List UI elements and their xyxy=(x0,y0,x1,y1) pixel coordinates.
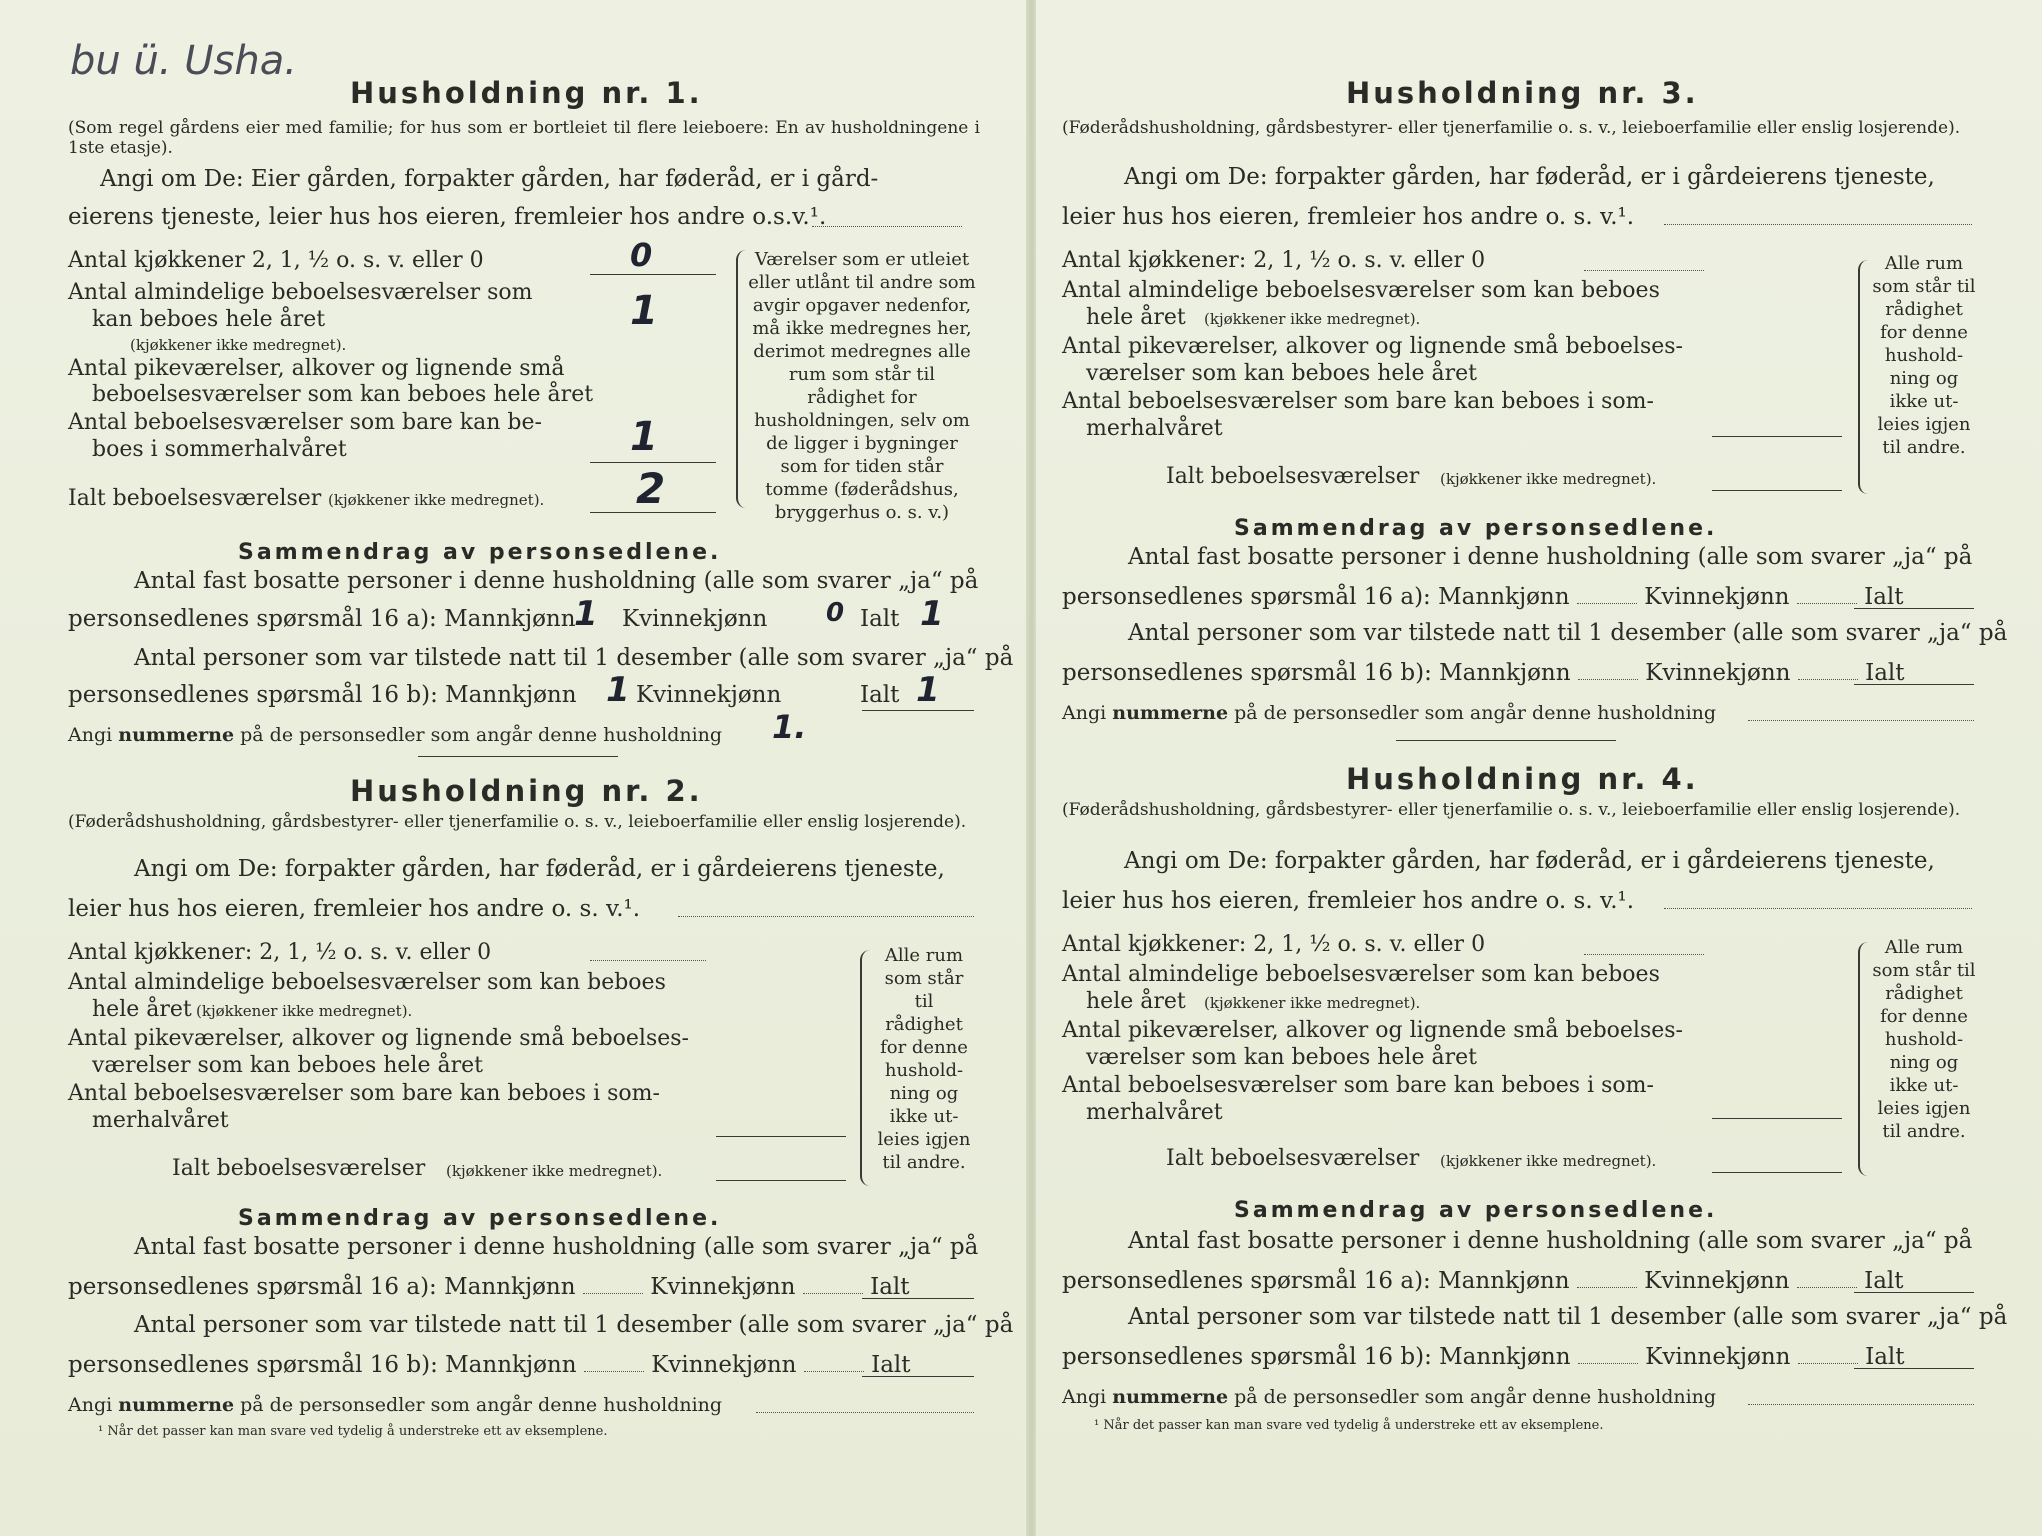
household-1-ordinary-label2: kan beboes hele året xyxy=(92,307,326,332)
household-2-ordinary-note: (kjøkkener ikke medregnet). xyxy=(196,1002,413,1020)
household-1-fast-line1: Antal fast bosatte personer i denne husholdning (alle som svarer „ja“ på xyxy=(134,568,979,594)
household-1-fast-male[interactable]: 1 xyxy=(574,594,598,634)
household-3-small-label1: Antal pikeværelser, alkover og lignende små beboelses- xyxy=(1062,334,1683,359)
household-1-nummer-value[interactable]: 1. xyxy=(772,708,807,746)
household-1-tilstede-male[interactable]: 1 xyxy=(606,670,630,710)
household-3-fast-line1: Antal fast bosatte personer i denne husholdning (alle som svarer „ja“ på xyxy=(1128,544,1973,570)
household-1-fast-total-label: Ialt xyxy=(860,606,900,632)
household-2-small-label1: Antal pikeværelser, alkover og lignende små beboelses- xyxy=(68,1026,689,1051)
household-2-small-label2: værelser som kan beboes hele året xyxy=(92,1053,483,1078)
household-4-kitchens-label: Antal kjøkkener: 2, 1, ½ o. s. v. eller 0 xyxy=(1062,932,1486,957)
household-2-total-label: Ialt beboelsesværelser xyxy=(172,1156,426,1181)
household-2-ordinary-label2: hele året xyxy=(92,997,192,1022)
household-2-angi-line2: leier hus hos eieren, fremleier hos andre o. s. v.¹. xyxy=(68,896,641,922)
household-4-nummer-label: Angi nummerne på de personsedler som angår denne husholdning xyxy=(1062,1386,1717,1408)
household-1-fast-total[interactable]: 1 xyxy=(920,594,944,634)
household-2-total-note: (kjøkkener ikke medregnet). xyxy=(446,1162,663,1180)
household-2-tilstede-line2: personsedlenes spørsmål 16 b): Mannkjønn Kvinnekjønn Ialt xyxy=(68,1352,911,1378)
household-3-ordinary-label1: Antal almindelige beboelsesværelser som kan beboes xyxy=(1062,278,1660,303)
household-1-total-value[interactable]: 2 xyxy=(636,464,666,513)
right-footnote: ¹ Når det passer kan man svare ved tydelig å understreke ett av eksemplene. xyxy=(1094,1418,1604,1433)
household-1-total-label: Ialt beboelsesværelser xyxy=(68,486,322,511)
household-1-intro: (Som regel gårdens eier med familie; for hus som er bortleiet til flere leieboere: En av husholdningene i 1ste etasje). xyxy=(68,118,980,158)
household-1-summer-label1: Antal beboelsesværelser som bare kan be- xyxy=(68,410,542,435)
household-4-angi-line2: leier hus hos eieren, fremleier hos andre o. s. v.¹. xyxy=(1062,888,1635,914)
household-4-summary-heading: Sammendrag av personsedlene. xyxy=(1234,1198,1718,1223)
household-4-title: Husholdning nr. 4. xyxy=(1346,762,1699,796)
household-3-total-label: Ialt beboelsesværelser xyxy=(1166,464,1420,489)
household-1-summer-value[interactable]: 1 xyxy=(630,414,658,460)
household-1-ordinary-value[interactable]: 1 xyxy=(630,288,658,334)
household-4-total-note: (kjøkkener ikke medregnet). xyxy=(1440,1152,1657,1170)
household-3-angi-line1: Angi om De: forpakter gården, har føderåd, er i gårdeierens tjeneste, xyxy=(1124,164,1935,190)
household-2-intro: (Føderådshusholdning, gårdsbestyrer- eller tjenerfamilie o. s. v., leieboerfamilie eller enslig losjerende). xyxy=(68,812,967,832)
household-4-fast-line2: personsedlenes spørsmål 16 a): Mannkjønn Kvinnekjønn Ialt xyxy=(1062,1268,1904,1294)
household-3-intro: (Føderådshusholdning, gårdsbestyrer- eller tjenerfamilie o. s. v., leieboerfamilie eller enslig losjerende). xyxy=(1062,118,1961,138)
household-2-tilstede-line1: Antal personer som var tilstede natt til 1 desember (alle som svarer „ja“ på xyxy=(134,1312,1014,1338)
household-4-total-label: Ialt beboelsesværelser xyxy=(1166,1146,1420,1171)
household-4-intro: (Føderådshusholdning, gårdsbestyrer- eller tjenerfamilie o. s. v., leieboerfamilie eller enslig losjerende). xyxy=(1062,800,1961,820)
household-2-summer-label1: Antal beboelsesværelser som bare kan beboes i som- xyxy=(68,1081,660,1106)
household-1-angi-line2: eierens tjeneste, leier hus hos eieren, fremleier hos andre o.s.v.¹. xyxy=(68,204,827,230)
household-2-nummer-label: Angi nummerne på de personsedler som angår denne husholdning xyxy=(68,1394,723,1416)
household-3-nummer-label: Angi nummerne på de personsedler som angår denne husholdning xyxy=(1062,702,1717,724)
household-1-ordinary-note: (kjøkkener ikke medregnet). xyxy=(130,336,347,354)
household-1-kitchens-value[interactable]: 0 xyxy=(630,236,653,274)
household-1-title: Husholdning nr. 1. xyxy=(350,76,703,110)
household-3-small-label2: værelser som kan beboes hele året xyxy=(1086,361,1477,386)
household-1-summary-heading: Sammendrag av personsedlene. xyxy=(238,540,722,565)
household-3-ordinary-note: (kjøkkener ikke medregnet). xyxy=(1204,310,1421,328)
household-1-small-label2: beboelsesværelser som kan beboes hele året xyxy=(92,382,594,407)
household-3-ordinary-label2: hele året xyxy=(1086,305,1186,330)
household-1-tilstede-total-label: Ialt xyxy=(860,682,900,708)
household-4-ordinary-label1: Antal almindelige beboelsesværelser som kan beboes xyxy=(1062,962,1660,987)
household-1-nummer-label: Angi nummerne på de personsedler som angår denne husholdning xyxy=(68,724,723,746)
household-1-angi-line1: Angi om De: Eier gården, forpakter gården, har føderåd, er i gård- xyxy=(100,166,879,192)
household-1-side-note: Værelser som er utleiet eller utlånt til andre som avgir opgaver nedenfor, må ikke medregnes her, derimot medregnes alle rum som står til rådighet for husholdningen, selv om de ligger i bygninger som for tiden står tomme (føderådshus, bryggerhus o. s. v.) xyxy=(748,249,976,523)
household-1-total-note: (kjøkkener ikke medregnet). xyxy=(328,491,545,509)
household-4-angi-line1: Angi om De: forpakter gården, har føderåd, er i gårdeierens tjeneste, xyxy=(1124,848,1935,874)
household-3-tilstede-line2: personsedlenes spørsmål 16 b): Mannkjønn Kvinnekjønn Ialt xyxy=(1062,660,1905,686)
household-4-side-note: Alle rum som står til rådighet for denne hushold-ning og ikke ut-leies igjen til andre. xyxy=(1872,937,1976,1142)
household-1-ordinary-label1: Antal almindelige beboelsesværelser som xyxy=(68,280,533,305)
household-1-tilstede-line1: Antal personer som var tilstede natt til 1 desember (alle som svarer „ja“ på xyxy=(134,645,1014,671)
household-2-side-note: Alle rum som står til rådighet for denne hushold-ning og ikke ut-leies igjen til andre. xyxy=(877,945,971,1173)
household-3-summary-heading: Sammendrag av personsedlene. xyxy=(1234,516,1718,541)
household-2-title: Husholdning nr. 2. xyxy=(350,774,703,808)
household-3-title: Husholdning nr. 3. xyxy=(1346,76,1699,110)
household-3-angi-line2: leier hus hos eieren, fremleier hos andre o. s. v.¹. xyxy=(1062,204,1635,230)
household-4-fast-line1: Antal fast bosatte personer i denne husholdning (alle som svarer „ja“ på xyxy=(1128,1228,1973,1254)
household-3-fast-line2: personsedlenes spørsmål 16 a): Mannkjønn Kvinnekjønn Ialt xyxy=(1062,584,1904,610)
household-3-summer-label1: Antal beboelsesværelser som bare kan beboes i som- xyxy=(1062,389,1654,414)
household-2-angi-line1: Angi om De: forpakter gården, har føderåd, er i gårdeierens tjeneste, xyxy=(134,856,945,882)
household-4-ordinary-label2: hele året xyxy=(1086,989,1186,1014)
household-3-kitchens-label: Antal kjøkkener: 2, 1, ½ o. s. v. eller 0 xyxy=(1062,248,1486,273)
household-3-side-note: Alle rum som står til rådighet for denne hushold-ning og ikke ut-leies igjen til andre. xyxy=(1872,253,1976,458)
household-2-summary-heading: Sammendrag av personsedlene. xyxy=(238,1206,722,1231)
household-2-ordinary-label1: Antal almindelige beboelsesværelser som kan beboes xyxy=(68,970,666,995)
household-4-small-label1: Antal pikeværelser, alkover og lignende små beboelses- xyxy=(1062,1018,1683,1043)
household-3-total-note: (kjøkkener ikke medregnet). xyxy=(1440,470,1657,488)
household-1-kitchens-label: Antal kjøkkener 2, 1, ½ o. s. v. eller 0 xyxy=(68,248,484,273)
household-2-fast-line2: personsedlenes spørsmål 16 a): Mannkjønn Kvinnekjønn Ialt xyxy=(68,1274,910,1300)
household-2-kitchens-label: Antal kjøkkener: 2, 1, ½ o. s. v. eller 0 xyxy=(68,940,492,965)
household-4-tilstede-line2: personsedlenes spørsmål 16 b): Mannkjønn Kvinnekjønn Ialt xyxy=(1062,1344,1905,1370)
household-1-fast-female[interactable]: 0 xyxy=(826,598,845,628)
household-1-small-label1: Antal pikeværelser, alkover og lignende små xyxy=(68,356,565,381)
household-2-summer-label2: merhalvåret xyxy=(92,1108,229,1133)
household-3-summer-label2: merhalvåret xyxy=(1086,416,1223,441)
margin-note: bu ü. Usha. xyxy=(70,38,297,84)
household-1-tilstede-female-label: Kvinnekjønn xyxy=(636,682,782,708)
household-1-fast-female-label: Kvinnekjønn xyxy=(622,606,768,632)
household-4-tilstede-line1: Antal personer som var tilstede natt til 1 desember (alle som svarer „ja“ på xyxy=(1128,1304,2008,1330)
household-4-summer-label1: Antal beboelsesværelser som bare kan beboes i som- xyxy=(1062,1073,1654,1098)
household-1-summer-label2: boes i sommerhalvåret xyxy=(92,437,347,462)
left-footnote: ¹ Når det passer kan man svare ved tydelig å understreke ett av eksemplene. xyxy=(98,1424,608,1439)
household-1-tilstede-line2-pre: personsedlenes spørsmål 16 b): Mannkjønn xyxy=(68,682,577,708)
household-4-ordinary-note: (kjøkkener ikke medregnet). xyxy=(1204,994,1421,1012)
household-2-fast-line1: Antal fast bosatte personer i denne husholdning (alle som svarer „ja“ på xyxy=(134,1234,979,1260)
household-3-tilstede-line1: Antal personer som var tilstede natt til 1 desember (alle som svarer „ja“ på xyxy=(1128,620,2008,646)
household-1-tilstede-total[interactable]: 1 xyxy=(916,670,940,710)
household-4-small-label2: værelser som kan beboes hele året xyxy=(1086,1045,1477,1070)
household-4-summer-label2: merhalvåret xyxy=(1086,1100,1223,1125)
household-1-fast-line2-pre: personsedlenes spørsmål 16 a): Mannkjønn xyxy=(68,606,576,632)
